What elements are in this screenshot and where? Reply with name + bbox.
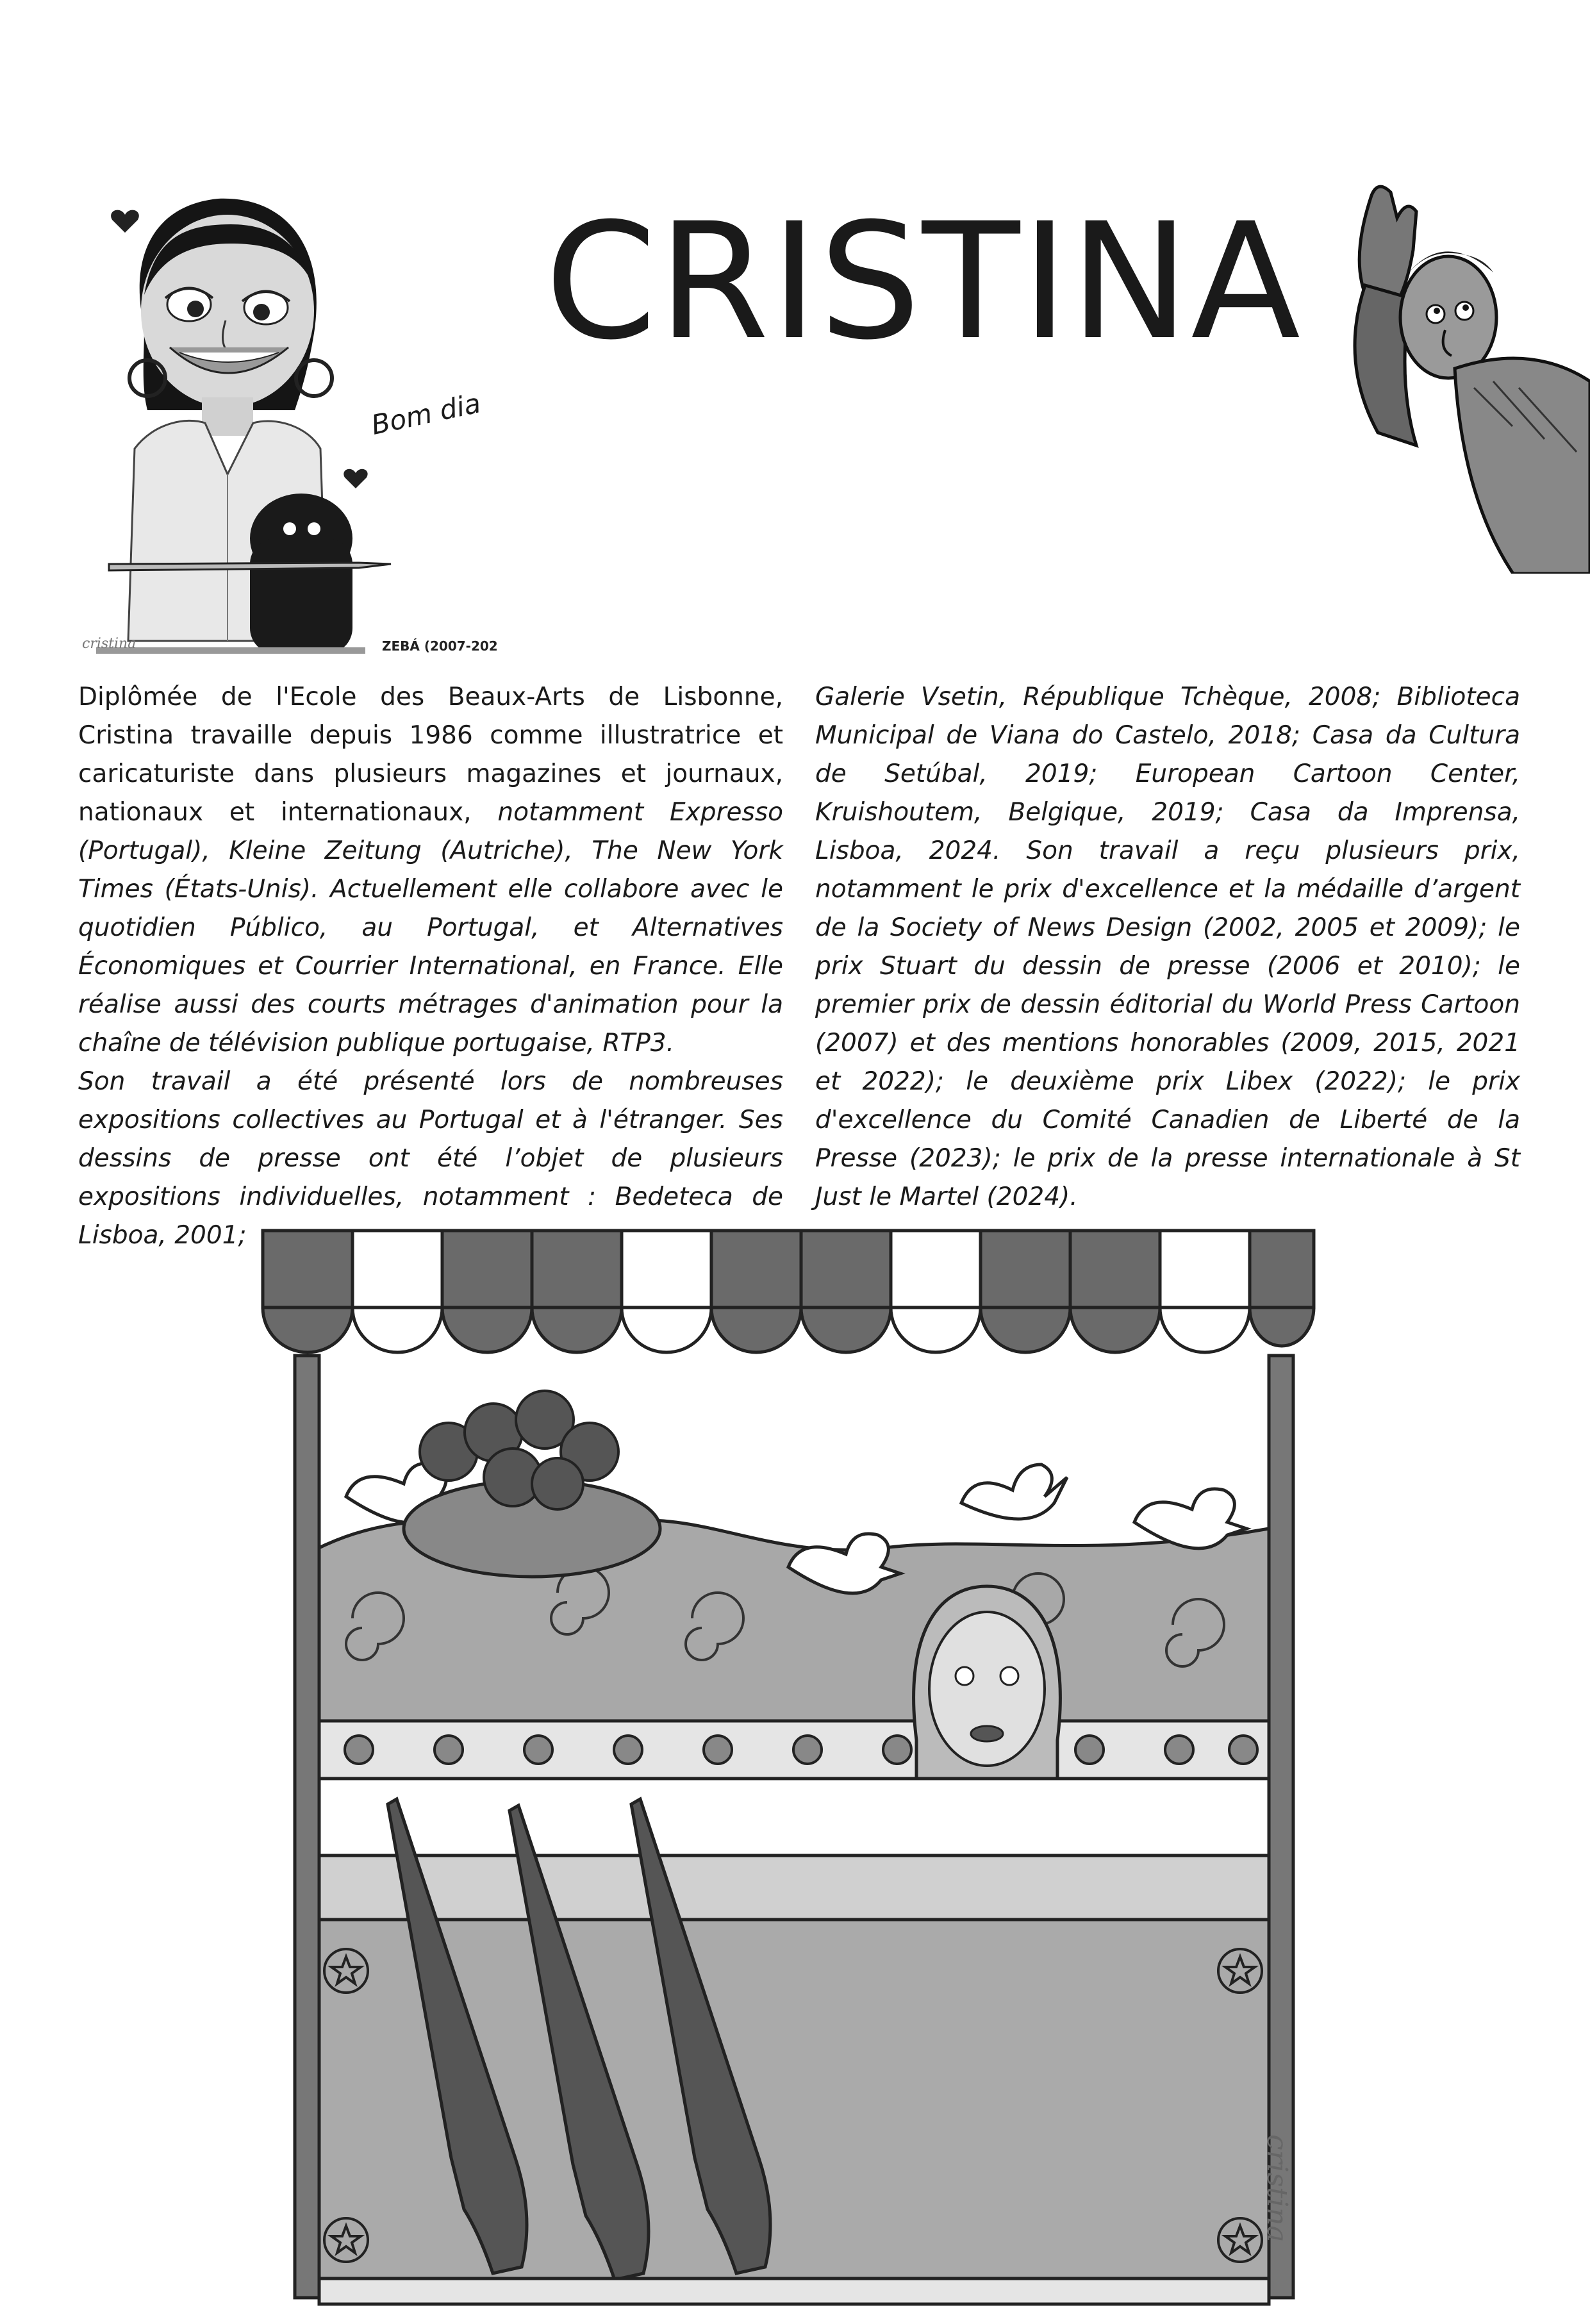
heart-icon xyxy=(344,469,367,488)
portrait-credit: ZEBÁ (2007-202 xyxy=(382,638,498,654)
awning xyxy=(263,1231,1314,1352)
biography-paragraph: notamment Expresso (Portugal), Kleine Zeitung (Autriche), The New York Times (États-Unis). Actuellement elle collabore avec le quotidien Público, au Portugal, et Alternatives Économiques et Courrier International, en France. Elle réalise aussi des courts métrages d'animation pour la chaîne de télévision publique portugaise, RTP3. xyxy=(78,798,783,1058)
heart-icon xyxy=(111,210,139,233)
biography-right-column xyxy=(815,678,1520,1216)
biography-paragraph: Son travail a été présenté lors de nombreuses expositions collectives au Portugal et à l'étranger. Ses dessins de presse ont été l’objet de plusieurs expositions individuelles, notamment : Bedeteca de Lisboa, 2001; xyxy=(78,1067,783,1250)
biography-left-column xyxy=(78,678,783,1255)
sketch-figure-illustration xyxy=(1327,176,1590,574)
biography-paragraph: Diplômée de l'Ecole des Beaux-Arts de Lisbonne, Cristina travaille depuis 1986 comme illustratrice et caricaturiste dans plusieurs magazines et journaux, nationaux et internationaux, xyxy=(78,683,783,827)
shooting-gallery-cartoon xyxy=(256,1227,1320,2311)
cartoon-signature: cristina xyxy=(1261,2134,1293,2243)
biography-paragraph: Galerie Vsetin, République Tchèque, 2008; Biblioteca Municipal de Viana do Castelo, 2018; Casa da Cultura de Setúbal, 2019; European Cartoon Center, Kruishoutem, Belgique, 2019; Casa da Imprensa, Lisboa, 2024. Son travail a reçu plusieurs prix, notamment le prix d'excellence et la médaille d’argent de la Society of News Design (2002, 2005 et 2009); le prix Stuart du dessin de presse (2006 et 2010); le premier prix de dessin éditorial du World Press Cartoon (2007) et des mentions honorables (2009, 2015, 2021 et 2022); le deuxième prix Libex (2022); le prix d'excellence du Comité Canadien de Liberté de la Presse (2023); le prix de la presse internationale à St Just le Martel (2024). xyxy=(815,683,1520,1211)
portrait-signature: cristina xyxy=(82,636,137,652)
page-title: CRISTINA xyxy=(545,188,1302,375)
speech-text: Bom dia xyxy=(369,387,484,441)
